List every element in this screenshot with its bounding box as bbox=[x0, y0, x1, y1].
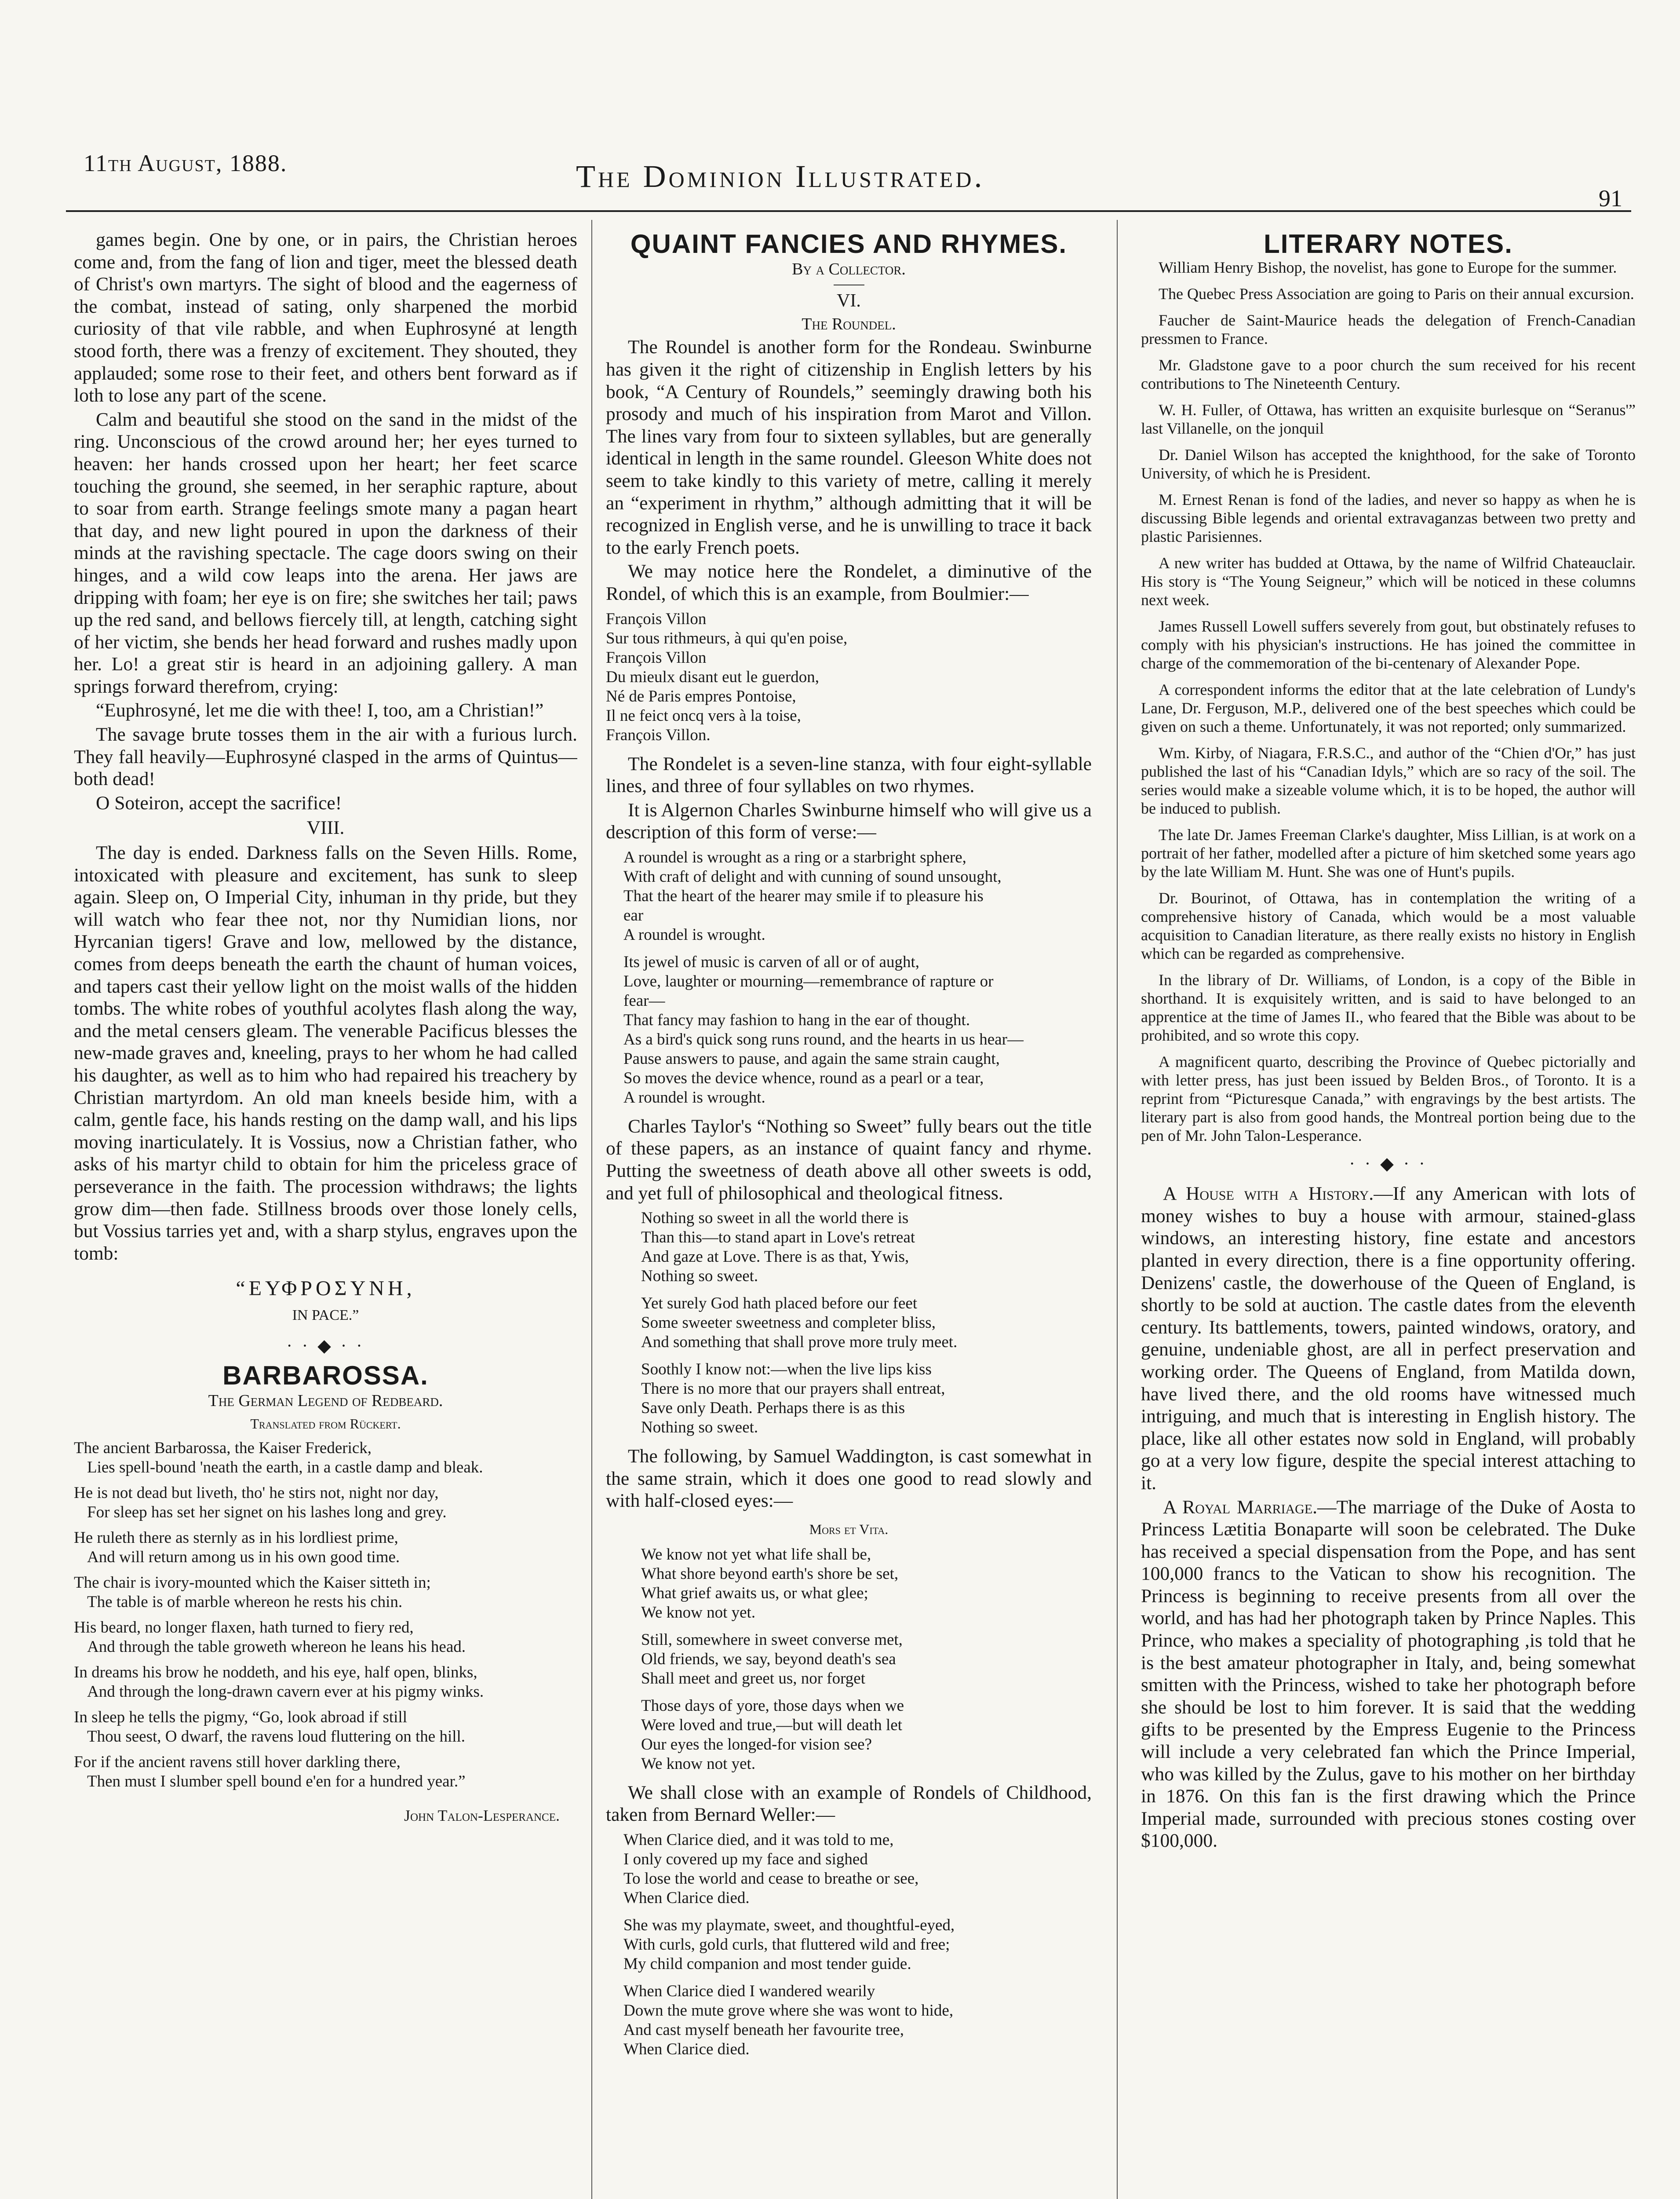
poem-line: To lose the world and cease to breathe or see, bbox=[623, 1869, 919, 1888]
poem-line: When Clarice died, and it was told to me, bbox=[623, 1830, 894, 1849]
poem-line: The table is of marble whereon he rests his chin. bbox=[87, 1593, 403, 1611]
clarice-poem bbox=[606, 1982, 1092, 2059]
poem-line: And will return among us in his own good time. bbox=[87, 1548, 400, 1566]
poem-line: ear bbox=[623, 906, 644, 924]
paragraph: A correspondent informs the editor that at the late celebration of Lundy's Lane, Dr. Ferguson, M.P., delivered one of the best speeches which could be given on such a theme. Unfortunately, it was not reported; only summarized. bbox=[1141, 680, 1636, 735]
roundel-poem bbox=[606, 953, 1092, 1107]
royal-marriage-lead: A Royal Marriage. bbox=[1163, 1496, 1318, 1518]
poem-line: A roundel is wrought. bbox=[623, 925, 765, 944]
poem-line: Il ne feict oncq vers à la toise, bbox=[606, 706, 801, 725]
masthead-title: The Dominion Illustrated. bbox=[576, 159, 985, 194]
stanza bbox=[74, 1708, 577, 1746]
story-continuation-bottom bbox=[74, 842, 577, 1264]
paragraph: O Soteiron, accept the sacrifice! bbox=[96, 792, 342, 814]
clarice-poem bbox=[606, 1916, 1092, 1974]
poem-line: What grief awaits us, or what glee; bbox=[641, 1584, 868, 1602]
paragraph: Wm. Kirby, of Niagara, F.R.S.C., and author of the “Chien d'Or,” has just published the last of his “Canadian Idyls,” which are so racy of the soil. The series would make a sizeable volume which, it is to be hoped, the author will be induced to publish. bbox=[1141, 744, 1636, 817]
stanza bbox=[74, 1753, 577, 1791]
paragraph: James Russell Lowell suffers severely from gout, but obstinately refuses to comply with his physician's instructions. He has joined the committee in charge of the commemoration of the bi-centenary of Alexander Pope. bbox=[1141, 617, 1636, 672]
poem-line: Down the mute grove where she was wont to hide, bbox=[623, 2001, 954, 2020]
column-right bbox=[1141, 229, 1636, 2199]
royal-marriage-item bbox=[1141, 1496, 1636, 1852]
issue-date: 11th August, 1888. bbox=[84, 150, 288, 176]
poem-line: Love, laughter or mourning—remembrance of rapture or bbox=[623, 972, 994, 990]
paragraph: Calm and beautiful she stood on the sand in the midst of the ring. Unconscious of the crowd around her; her eyes turned to heaven: her hands crossed upon her heart; her feet scarce touching the ground, she seemed, in her seraphic rapture, about to soar from earth. Strange feelings smote many a pagan heart that day, and new light poured in upon the darkness of their minds at the ravishing spectacle. The cage doors swing on their hinges, and a wild cow leaps into the arena. Her jaws are dripping with foam; her eye is on fire; she switches her tail; paws up the red sand, and bellows fiercely till, at length, catching sight of her victim, she bends her head forward and rushes madly upon her. Lo! a great stir is heard in an adjoining gallery. A man springs forward therefrom, crying: bbox=[74, 409, 577, 697]
paragraph: Dr. Daniel Wilson has accepted the knighthood, for the sake of Toronto University, of which he is President. bbox=[1141, 446, 1636, 482]
royal-marriage-text: —The marriage of the Duke of Aosta to Princess Lætitia Bonaparte will soon be celebrated. The Duke has received a special dispensation from the Pope, and has sent 100,000 francs to the Vatican to show his recognition. The Princess is beginning to receive presents from all over the world, and has had her photograph taken by Prince Naples. This Prince, who makes a speciality of photographing ,is told that he is the best amateur photographer in Italy, and, being somewhat smitten with the Princess, wished to take her photograph before she should be lost to him forever. It is said that the wedding gifts to be presented by the Empress Eugenie to the Princess will include a very celebrated fan which the Prince Imperial, who was killed by the Zulus, gave to his mother on her birthday in 1876. On this fan is the first drawing which the Prince Imperial made, surrounded with precious stones costing over $100,000. bbox=[1141, 1496, 1636, 1852]
ornament-divider: · · ◆ · · bbox=[1349, 1153, 1428, 1173]
poem-line: Nothing so sweet. bbox=[641, 1267, 758, 1286]
mors-et-vita-poem bbox=[606, 1696, 1092, 1774]
paragraph: “Euphrosyné, let me die with thee! I, too, am a Christian!” bbox=[96, 700, 544, 721]
signature: John Talon-Lesperance. bbox=[404, 1806, 560, 1824]
paragraph: We shall close with an example of Rondels of Childhood, taken from Bernard Weller:— bbox=[606, 1782, 1092, 1826]
section-numeral: VI. bbox=[837, 291, 861, 311]
poem-line: Soothly I know not:—when the live lips kiss bbox=[641, 1360, 932, 1379]
paragraph: Charles Taylor's “Nothing so Sweet” fully bears out the title of these papers, as an instance of quaint fancy and rhyme. Putting the sweetness of death above all other sweets is odd, and yet full of philosophical and theological fitness. bbox=[606, 1115, 1092, 1204]
stanza bbox=[74, 1483, 577, 1522]
poem-line: And through the long-drawn cavern ever at his pigmy winks. bbox=[87, 1682, 484, 1701]
house-history-text: —If any American with lots of money wishes to buy a house with armour, stained-glass windows, an interesting history, fine estate and ancestors planted in every direction, there is a fine opportunity offering. Denizens' castle, the dowerhouse of the Queen of England, is shortly to be sold at auction. The castle dates from the eleventh century. Its battlements, towers, painted windows, oratory, and genuine, undeniable ghost, are all in perfect preservation and working order. The Queens of England, from Matilda down, have lived there, and the old rooms have witnessed much intriguing, and much that is interesting in English history. The place, like all other estates now sold in England, will probably go at a very low figure, despite the special interest attaching to it. bbox=[1141, 1183, 1636, 1494]
paragraph: The late Dr. James Freeman Clarke's daughter, Miss Lillian, is at work on a portrait of her father, modelled after a picture of him sketched some years ago by the late William M. Hunt. She was one of Hunt's pupils. bbox=[1141, 826, 1636, 880]
page-header bbox=[66, 145, 1631, 212]
poem-line: Its jewel of music is carven of all or of aught, bbox=[623, 953, 919, 971]
page-number: 91 bbox=[1599, 185, 1622, 212]
nothing-so-sweet-poem bbox=[606, 1209, 1092, 1286]
poem-line: Sur tous rithmeurs, à qui qu'en poise, bbox=[606, 629, 848, 647]
poem-line: And something that shall prove more truly meet. bbox=[641, 1333, 958, 1352]
poem-line: Were loved and true,—but will death let bbox=[641, 1716, 902, 1734]
poem-line: The ancient Barbarossa, the Kaiser Frederick, bbox=[74, 1439, 372, 1457]
poem-line: Du mieulx disant eut le guerdon, bbox=[606, 668, 820, 686]
house-history-lead: A House with a History. bbox=[1163, 1183, 1374, 1205]
poem-line: We know not yet. bbox=[641, 1603, 756, 1622]
byline: By a Collector. bbox=[792, 259, 906, 278]
rondelet-poem bbox=[606, 610, 1092, 745]
poem-line: In dreams his brow he noddeth, and his eye, half open, blinks, bbox=[74, 1663, 477, 1681]
paragraph: A new writer has budded at Ottawa, by the name of Wilfrid Chateauclair. His story is “The Young Seigneur,” which will be noticed in these columns next week. bbox=[1141, 554, 1636, 609]
column-divider bbox=[1117, 220, 1118, 2199]
quaint-fancies-title: QUAINT FANCIES AND RHYMES. bbox=[630, 229, 1068, 259]
stanza bbox=[74, 1573, 577, 1612]
poem-line: He is not dead but liveth, tho' he stirs not, night nor day, bbox=[74, 1483, 439, 1502]
stanza bbox=[74, 1663, 577, 1702]
poem-line: Old friends, we say, beyond death's sea bbox=[641, 1650, 896, 1668]
paragraph: We may notice here the Rondelet, a diminutive of the Rondel, of which this is an example, from Boulmier:— bbox=[606, 561, 1092, 604]
barbarossa-subtitle: The German Legend of Redbeard. bbox=[208, 1391, 443, 1410]
poem-line: Those days of yore, those days when we bbox=[641, 1696, 904, 1715]
mors-et-vita-title: Mors et Vita. bbox=[809, 1521, 889, 1538]
poem-line: For sleep has set her signet on his lashes long and grey. bbox=[87, 1503, 447, 1521]
column-divider bbox=[591, 220, 592, 2199]
story-continuation-top bbox=[74, 229, 577, 814]
paragraph: W. H. Fuller, of Ottawa, has written an exquisite burlesque on “Seranus'” last Villanelle, on the jonquil bbox=[1141, 401, 1636, 437]
poem-line: Then must I slumber spell bound e'en for a hundred year.” bbox=[87, 1772, 466, 1790]
section-heading: VIII. bbox=[306, 817, 345, 839]
poem-line: And cast myself beneath her favourite tree, bbox=[623, 2020, 904, 2039]
poem-line: The chair is ivory-mounted which the Kaiser sitteth in; bbox=[74, 1573, 431, 1592]
poem-line: A roundel is wrought. bbox=[623, 1088, 765, 1107]
mors-et-vita-poem bbox=[606, 1630, 1092, 1688]
nothing-so-sweet-poem bbox=[606, 1360, 1092, 1437]
section-title: The Roundel. bbox=[802, 314, 896, 333]
poem-line: As a bird's quick song runs round, and the hearts in us hear— bbox=[623, 1030, 1024, 1048]
literary-notes-list bbox=[1141, 258, 1636, 1145]
poem-line: And gaze at Love. There is as that, Ywis, bbox=[641, 1248, 909, 1266]
poem-line: François Villon bbox=[606, 648, 707, 667]
poem-line: Nothing so sweet. bbox=[641, 1418, 758, 1437]
header-rule bbox=[66, 210, 1631, 212]
roundel-poem bbox=[606, 848, 1092, 945]
poem-line: In sleep he tells the pigmy, “Go, look abroad if still bbox=[74, 1708, 407, 1726]
poem-line: There is no more that our prayers shall entreat, bbox=[641, 1380, 945, 1398]
paragraph: It is Algernon Charles Swinburne himself who will give us a description of this form of verse:— bbox=[606, 799, 1092, 843]
poem-line: I only covered up my face and sighed bbox=[623, 1850, 868, 1868]
nothing-so-sweet-poem bbox=[606, 1294, 1092, 1352]
poem-line: Save only Death. Perhaps there is as this bbox=[641, 1399, 905, 1417]
poem-line: His beard, no longer flaxen, hath turned to fiery red, bbox=[74, 1618, 414, 1636]
clarice-poem bbox=[606, 1830, 1092, 1908]
barbarossa-translated: Translated from Rückert. bbox=[250, 1416, 401, 1432]
paragraph: The savage brute tosses them in the air with a furious lurch. They fall heavily—Euphrosyné clasped in the arms of Quintus—both dead! bbox=[74, 724, 577, 790]
column-middle bbox=[606, 229, 1092, 2199]
poem-line: Yet surely God hath placed before our feet bbox=[641, 1294, 918, 1313]
paragraph: The day is ended. Darkness falls on the Seven Hills. Rome, intoxicated with pleasure and excitement, has sunk to sleep again. Sleep on, O Imperial City, inhuman in thy pride, but they will watch who fear thee not, nor thy Numidian lions, nor Hyrcanian tigers! Grave and low, mellowed by the distance, comes from deeps beneath the earth the chaunt of human voices, and tapers cast their yellow light on the moist walls of the hidden tombs. The white robes of youthful acolytes flash along the way, and the metal censers gleam. The venerable Pacificus blesses the new-made graves and, kneeling, prays to her whom he had called his daughter, as well as to him who had repaired his treachery by Christian martyrdom. An old man kneels beside him, with a calm, gentle face, his hands resting on the damp wall, and his lips moving inarticulately. It is Vossius, now a Christian father, who asks of his martyr child to obtain for him the priceless grace of perseverance in the faith. The procession withdraws; the lights grow dim—then fade. Stillness broods over those lonely cells, but Vossius tarries yet and, with a sharp stylus, engraves upon the tomb: bbox=[74, 842, 577, 1264]
paragraph: games begin. One by one, or in pairs, the Christian heroes come and, from the fang of lion and tiger, meet the blessed death of Christ's own martyrs. The sight of blood and the eagerness of the combat, instead of sating, only sharpened the morbid curiosity of that vile rabble, and when Euphrosyné at length stood forth, there was a frenzy of excitement. They shouted, they applauded; some rose to their feet, and others bent forward as if loth to lose any part of the scene. bbox=[74, 229, 577, 406]
poem-line: Than this—to stand apart in Love's retreat bbox=[641, 1228, 915, 1247]
poem-line: He ruleth there as sternly as in his lordliest prime, bbox=[74, 1528, 398, 1547]
poem-line: My child companion and most tender guide. bbox=[623, 1954, 911, 1973]
paragraph: The Roundel is another form for the Rondeau. Swinburne has given it the right of citizenship in English letters by his book, “A Century of Roundels,” seemingly drawing both his prosody and much of his inspiration from Marot and Villon. The lines vary from four to sixteen syllables, but are generally identical in length in the same roundel. Gleeson White does not seem to take kindly to this variety of metre, calling it merely an “experiment in rhythm,” although admitting that it will be recognized in English verse, and he is unwilling to trace it back to the early French poets. bbox=[606, 336, 1092, 558]
paragraph: The Rondelet is a seven-line stanza, with four eight-syllable lines, and three of four syllables on two rhymes. bbox=[606, 753, 1092, 797]
poem-line: François Villon bbox=[606, 610, 707, 628]
paragraph: The Quebec Press Association are going to Paris on their annual excursion. bbox=[1159, 285, 1634, 303]
column-left bbox=[74, 229, 577, 2199]
literary-notes-title: LITERARY NOTES. bbox=[1264, 229, 1513, 259]
paragraph: The following, by Samuel Waddington, is cast somewhat in the same strain, which it does one good to read slowly and with half-closed eyes:— bbox=[606, 1446, 1092, 1512]
stanza bbox=[74, 1439, 577, 1477]
poem-line: Pause answers to pause, and again the same strain caught, bbox=[623, 1049, 1000, 1068]
poem-line: Our eyes the longed-for vision see? bbox=[641, 1735, 872, 1753]
poem-line: Some sweeter sweetness and completer bliss, bbox=[641, 1314, 936, 1332]
barbarossa-poem bbox=[74, 1439, 577, 1791]
ornament-divider: · · ◆ · · bbox=[286, 1335, 365, 1355]
poem-line: Né de Paris empres Pontoise, bbox=[606, 687, 796, 705]
poem-line: When Clarice died. bbox=[623, 2040, 750, 2058]
poem-line: Nothing so sweet in all the world there is bbox=[641, 1209, 909, 1227]
paragraph: In the library of Dr. Williams, of London, is a copy of the Bible in shorthand. It is exquisitely written, and is said to have belonged to an apprentice at the time of James II., who feared that the Bible was about to be prohibited, and so wrote this copy. bbox=[1141, 971, 1636, 1044]
poem-line: That fancy may fashion to hang in the ear of thought. bbox=[623, 1011, 970, 1029]
paragraph: A magnificent quarto, describing the Province of Quebec pictorially and with letter press, has just been issued by Belden Bros., of Toronto. It is a reprint from “Picturesque Canada,” with engravings by the best artists. The literary part is also from good hands, the Montreal portion being due to the pen of Mr. John Talon-Lesperance. bbox=[1141, 1052, 1636, 1144]
epitaph-sub: IN PACE.” bbox=[292, 1307, 359, 1323]
poem-line: A roundel is wrought as a ring or a starbright sphere, bbox=[623, 848, 966, 866]
poem-line: When Clarice died I wandered wearily bbox=[623, 1982, 875, 2000]
poem-line: She was my playmate, sweet, and thoughtful-eyed, bbox=[623, 1916, 955, 1934]
poem-line: Thou seest, O dwarf, the ravens loud fluttering on the hill. bbox=[87, 1727, 466, 1746]
poem-line: We know not yet what life shall be, bbox=[641, 1545, 871, 1563]
poem-line: François Villon. bbox=[606, 726, 711, 744]
epitaph: “ΕΥΦΡΟΣΥΝΗ, bbox=[236, 1277, 415, 1300]
poem-line: And through the table groweth whereon he leans his head. bbox=[87, 1637, 466, 1656]
poem-line: For if the ancient ravens still hover darkling there, bbox=[74, 1753, 401, 1771]
stanza bbox=[74, 1618, 577, 1657]
paragraph: M. Ernest Renan is fond of the ladies, and never so happy as when he is discussing Bible legends and oriental extravaganzas between two pretty and plastic Parisiennes. bbox=[1141, 490, 1636, 545]
poem-line: Still, somewhere in sweet converse met, bbox=[641, 1630, 903, 1649]
poem-line: Lies spell-bound 'neath the earth, in a castle damp and bleak. bbox=[87, 1458, 483, 1476]
poem-line: We know not yet. bbox=[641, 1754, 756, 1773]
paragraph: Dr. Bourinot, of Ottawa, has in contemplation the writing of a comprehensive history of Canada, which would be a most valuable acquisition to Canadian literature, as there really exists no history in English which can be regarded as comprehensive. bbox=[1141, 889, 1636, 962]
mors-et-vita-poem bbox=[606, 1545, 1092, 1622]
poem-line: Shall meet and greet us, nor forget bbox=[641, 1669, 865, 1688]
poem-line: What shore beyond earth's shore be set, bbox=[641, 1564, 899, 1583]
paragraph: William Henry Bishop, the novelist, has gone to Europe for the summer. bbox=[1159, 258, 1617, 276]
poem-line: That the heart of the hearer may smile if to pleasure his bbox=[623, 887, 984, 905]
poem-line: When Clarice died. bbox=[623, 1889, 750, 1907]
poem-line: With craft of delight and with cunning of sound unsought, bbox=[623, 867, 1002, 886]
paragraph: Mr. Gladstone gave to a poor church the sum received for his recent contributions to The Nineteenth Century. bbox=[1141, 356, 1636, 392]
paragraph: Faucher de Saint-Maurice heads the delegation of French-Canadian pressmen to France. bbox=[1141, 311, 1636, 347]
poem-line: So moves the device whence, round as a pearl or a tear, bbox=[623, 1069, 984, 1087]
stanza bbox=[74, 1528, 577, 1567]
house-history-item bbox=[1141, 1183, 1636, 1494]
poem-line: With curls, gold curls, that fluttered wild and free; bbox=[623, 1935, 950, 1954]
poem-line: fear— bbox=[623, 991, 665, 1010]
barbarossa-title: BARBAROSSA. bbox=[222, 1361, 429, 1391]
